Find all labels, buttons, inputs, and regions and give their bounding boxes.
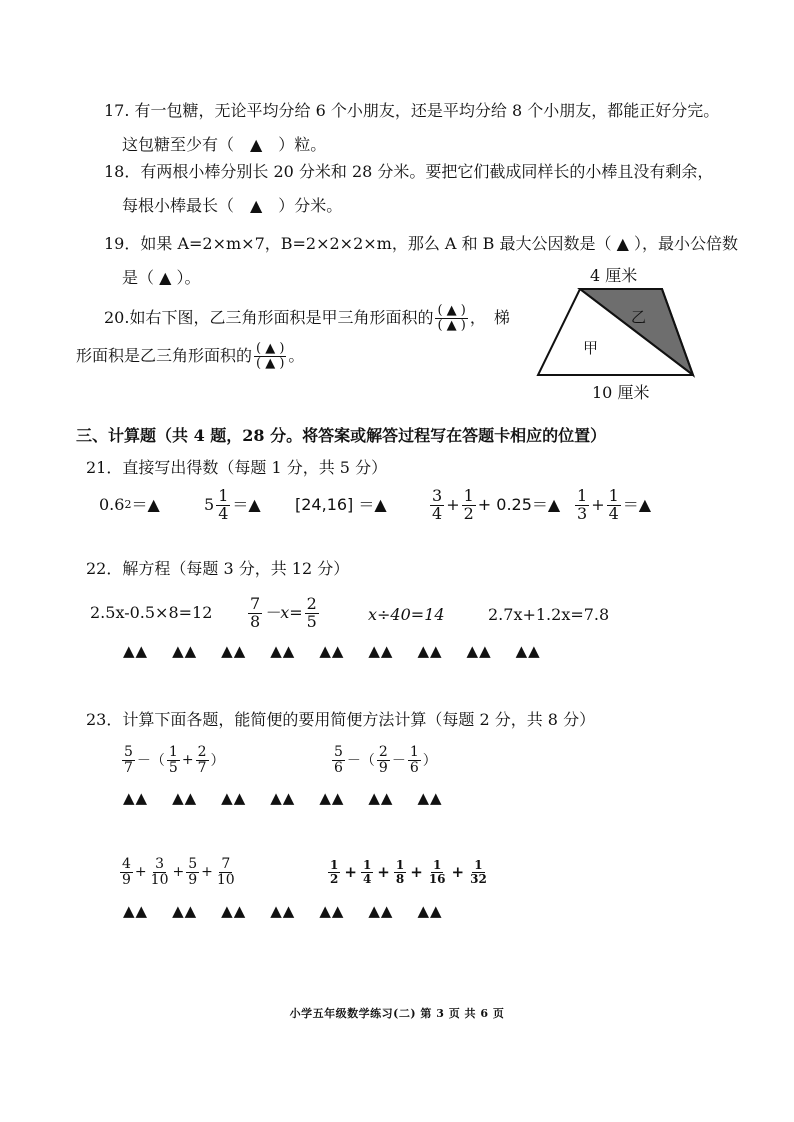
q23-c-frac1	[149, 857, 171, 887]
q21-e3: [24,16] ＝▲	[295, 495, 387, 514]
answer-placeholder: ▲▲	[515, 642, 541, 660]
q21-expr2	[204, 484, 261, 526]
q18-line2: 每根小棒最长（ ▲ ）分米。	[122, 196, 343, 215]
q23-c-frac0	[120, 857, 133, 887]
q22-eq1: 2.5x-0.5×8=12	[90, 603, 213, 622]
q23-b-den0: 6	[334, 759, 343, 776]
answer-placeholder: ▲▲	[319, 902, 345, 920]
q23-d-frac0	[328, 859, 340, 885]
q23-a-frac0	[122, 745, 135, 775]
q21-e2-den: 4	[218, 503, 229, 523]
q21-expr1	[99, 484, 160, 526]
q20-text1: 20.如右下图，乙三角形面积是甲三角形面积的	[104, 308, 434, 327]
q22-eq4: 2.7x+1.2x=7.8	[488, 605, 610, 624]
q23-b-close: ）	[422, 753, 437, 769]
answer-placeholder: ▲▲	[172, 642, 198, 660]
q23-b-num0: 5	[334, 743, 343, 760]
q23-b-frac2	[408, 745, 421, 775]
q23-c-num3: 7	[221, 855, 231, 872]
q21-e5-den2: 4	[608, 503, 619, 523]
answer-placeholder: ▲▲	[172, 789, 198, 807]
shaded-label: 乙	[631, 308, 647, 326]
q23-c-num0: 4	[122, 855, 131, 872]
q19-line1: 19．如果 A=2×m×7，B=2×2×2×m，那么 A 和 B 最大公因数是（ ▲ ），最小公倍数	[104, 234, 738, 253]
q20-frac2-num: ( ▲ )	[256, 340, 285, 356]
answer-placeholder: ▲▲	[221, 902, 247, 920]
q21-e2-frac	[216, 485, 230, 523]
q23-expr-a	[120, 740, 225, 780]
q23-a-plus: +	[181, 752, 194, 768]
page-footer: 小学五年级数学练习(二) 第 3 页 共 6 页	[289, 1007, 505, 1020]
q23-d-den1: 4	[362, 871, 372, 886]
answer-placeholder: ▲▲	[270, 789, 296, 807]
q23-d-plus: +	[451, 863, 465, 881]
q21-e1-tail: ＝▲	[131, 495, 160, 514]
q23-d-den0: 2	[330, 871, 339, 886]
q23-b-num1: 2	[378, 743, 388, 760]
q23-c-den2: 9	[188, 871, 198, 888]
answer-placeholder: ▲▲	[270, 642, 296, 660]
q23-c-den3: 10	[216, 871, 235, 888]
q21-e5-den1: 3	[577, 503, 588, 523]
q17-line1: 17. 有一包糖，无论平均分给 6 个小朋友，还是平均分给 8 个小朋友，都能正好分完。	[104, 101, 720, 120]
q20-text2: ， 梯	[469, 308, 510, 327]
q23-d-frac4	[468, 859, 489, 885]
q23-b-frac0	[332, 745, 345, 775]
answer-placeholder: ▲▲	[270, 902, 296, 920]
q21-e1-sup: 2	[124, 498, 132, 511]
answer-placeholder: ▲▲	[221, 789, 247, 807]
q21-expr4	[428, 484, 560, 526]
q21-e4-tail: + 0.25＝▲	[477, 495, 561, 514]
q23-a-num1: 1	[168, 743, 178, 760]
q23-c-plus: +	[201, 864, 213, 880]
q20-frac1-den: ( ▲ )	[437, 317, 466, 333]
answer-placeholder: ▲▲	[466, 642, 492, 660]
q21-e5-tail: ＝▲	[622, 495, 652, 514]
q23-c-den0: 9	[122, 871, 131, 888]
q18-line1: 18．有两根小棒分别长 20 分米和 28 分米。要把它们截成同样长的小棒且没有剩余，	[104, 162, 714, 181]
q21-expr3	[295, 484, 387, 526]
q22-eq2-mid: －x=	[264, 603, 303, 622]
q20-line2	[76, 338, 304, 374]
q23-d-frac1	[361, 859, 373, 885]
q23-c-den1: 10	[150, 871, 169, 888]
q23-b-frac1	[377, 745, 390, 775]
q21-e5-frac2	[607, 485, 621, 523]
q21-e2-tail: ＝▲	[232, 495, 261, 514]
q21-e4-frac2	[462, 485, 476, 523]
white-label: 甲	[583, 339, 599, 357]
answer-placeholder: ▲▲	[417, 642, 443, 660]
q21-e1-base: 0.6	[99, 495, 125, 514]
q22-eq2-den1: 8	[250, 611, 261, 631]
answer-placeholder: ▲▲	[417, 789, 443, 807]
answer-placeholder: ▲▲	[319, 789, 345, 807]
q23-answer-row2	[123, 902, 467, 920]
q23-d-num0: 1	[330, 857, 339, 872]
answer-placeholder: ▲▲	[123, 789, 149, 807]
q23-d-plus: +	[377, 863, 390, 881]
section3-heading: 三、计算题（共 4 题，28 分。将答案或解答过程写在答题卡相应的位置）	[76, 426, 607, 445]
q23-b-num2: 1	[409, 743, 419, 760]
q23-a-num2: 2	[197, 743, 207, 760]
q21-e5-plus: +	[591, 495, 605, 514]
q23-c-plus: +	[172, 864, 185, 880]
q23-d-plus: +	[410, 863, 423, 881]
q23-b-minus: －	[391, 753, 406, 769]
q23-d-num2: 1	[395, 857, 405, 872]
q22-answer-row	[123, 642, 565, 660]
q22-eq2-frac1	[248, 593, 262, 631]
q20-end: 。	[288, 346, 305, 365]
q23-d-num1: 1	[362, 857, 372, 872]
q23-a-close: ）	[210, 753, 225, 769]
q23-c-frac3	[215, 857, 237, 887]
q21-e2-num: 1	[218, 485, 229, 505]
q17-line2: 这包糖至少有（ ▲ ）粒。	[122, 135, 327, 154]
q21-e4-den1: 4	[432, 503, 443, 523]
q20-line1	[104, 300, 510, 336]
q20-fraction-2	[254, 342, 286, 370]
q23-a-den1: 5	[168, 759, 178, 776]
q23-d-num3: 1	[432, 857, 442, 872]
q22-eq2-frac2	[305, 593, 319, 631]
q23-d-plus: +	[344, 863, 357, 881]
answer-placeholder: ▲▲	[123, 902, 149, 920]
answer-placeholder: ▲▲	[172, 902, 198, 920]
q22-eq2-den2: 5	[306, 611, 317, 631]
answer-placeholder: ▲▲	[368, 642, 394, 660]
q23-c-plus: +	[134, 864, 147, 880]
q23-title: 23．计算下面各题，能简便的要用简便方法计算（每题 2 分，共 8 分）	[86, 710, 596, 729]
q23-b-op: －（	[346, 753, 375, 769]
q21-e4-num1: 3	[432, 485, 443, 505]
q21-e5-num1: 1	[577, 485, 588, 505]
q21-expr5	[573, 484, 651, 526]
figure-bottom-label: 10 厘米	[592, 383, 650, 402]
q23-d-frac2	[394, 859, 406, 885]
q20-text3: 形面积是乙三角形面积的	[76, 346, 253, 365]
answer-placeholder: ▲▲	[417, 902, 443, 920]
q23-a-op: －（	[136, 753, 165, 769]
q21-e2-whole: 5	[204, 495, 215, 514]
q21-e5-num2: 1	[608, 485, 619, 505]
q23-a-den2: 7	[197, 759, 207, 776]
q19-line2: 是（ ▲ ）。	[122, 268, 201, 287]
q23-b-den1: 9	[378, 759, 388, 776]
q22-eq2-num2: 2	[306, 593, 317, 613]
q23-a-num0: 5	[124, 743, 133, 760]
q23-answer-row1	[123, 789, 467, 807]
q23-a-frac1	[167, 745, 180, 775]
q23-d-frac3	[427, 859, 448, 885]
q23-c-num2: 5	[188, 855, 198, 872]
trapezoid-figure	[535, 286, 700, 381]
figure-top-label: 4 厘米	[590, 266, 638, 285]
q23-c-frac2	[186, 857, 199, 887]
q22-eq3: x÷40=14	[368, 605, 445, 624]
q23-c-num1: 3	[155, 855, 165, 872]
q21-e5-frac1	[575, 485, 589, 523]
q21-e4-plus: +	[446, 495, 460, 514]
answer-placeholder: ▲▲	[368, 789, 394, 807]
q20-frac1-num: ( ▲ )	[437, 302, 466, 318]
q21-e4-den2: 2	[463, 503, 474, 523]
q23-d-num4: 1	[474, 857, 483, 872]
q23-expr-b	[330, 740, 437, 780]
answer-placeholder: ▲▲	[123, 642, 149, 660]
q23-b-den2: 6	[409, 759, 419, 776]
q21-e4-num2: 1	[463, 485, 474, 505]
q22-title: 22．解方程（每题 3 分，共 12 分）	[86, 559, 350, 578]
q22-eq2	[246, 592, 321, 634]
q21-e4-frac1	[430, 485, 444, 523]
q23-expr-d	[326, 850, 491, 894]
q20-fraction-1	[435, 304, 467, 332]
q23-d-den3: 16	[428, 871, 446, 886]
q23-d-den4: 32	[470, 871, 487, 886]
answer-placeholder: ▲▲	[368, 902, 394, 920]
q23-d-den2: 8	[395, 871, 405, 886]
q21-title: 21．直接写出得数（每题 1 分，共 5 分）	[86, 458, 388, 477]
answer-placeholder: ▲▲	[319, 642, 345, 660]
answer-placeholder: ▲▲	[221, 642, 247, 660]
q23-a-frac2	[196, 745, 209, 775]
q23-expr-c	[118, 850, 239, 894]
q23-a-den0: 7	[124, 759, 133, 776]
q20-frac2-den: ( ▲ )	[256, 355, 285, 371]
q22-eq2-num1: 7	[250, 593, 261, 613]
